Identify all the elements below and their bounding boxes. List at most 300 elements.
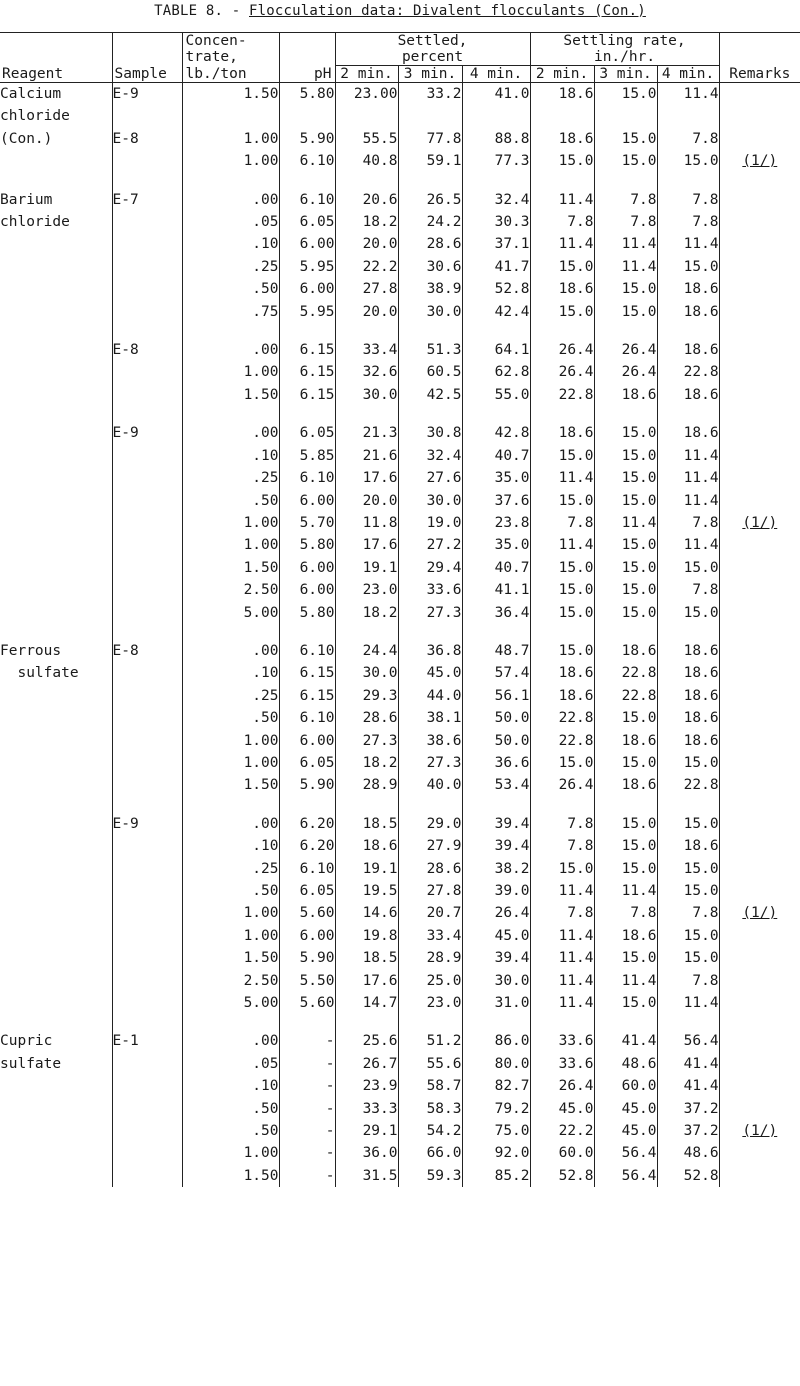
- cell-remarks: [719, 925, 800, 947]
- cell-rate-2min: 15.0: [530, 256, 594, 278]
- cell-rate-3min: 15.0: [594, 813, 657, 835]
- table-row: [0, 707, 800, 729]
- cell-settled-2min: 18.2: [335, 752, 398, 774]
- cell-settled-4min: 88.8: [462, 128, 530, 150]
- cell-rate-4min: 7.8: [657, 189, 719, 211]
- table-row: [0, 925, 800, 947]
- cell-remarks: [719, 813, 800, 835]
- cell-concentrate: .50: [182, 490, 279, 512]
- cell-settled-4min: 77.3: [462, 150, 530, 172]
- cell-reagent: [0, 278, 112, 300]
- cell-settled-3min: 28.6: [398, 233, 462, 255]
- cell-remarks: [719, 445, 800, 467]
- table-row: [0, 835, 800, 857]
- cell-remarks: [719, 970, 800, 992]
- table-body: [0, 83, 800, 1188]
- cell-reagent: [0, 925, 112, 947]
- table-row: [0, 752, 800, 774]
- cell-rate-3min: 22.8: [594, 662, 657, 684]
- cell-rate-2min: 18.6: [530, 83, 594, 106]
- cell-settled-2min: 33.3: [335, 1098, 398, 1120]
- cell-ph: [279, 797, 335, 813]
- cell-remarks: [719, 579, 800, 601]
- cell-settled-4min: 37.1: [462, 233, 530, 255]
- table-spacer-row: [0, 173, 800, 189]
- cell-settled-4min: 36.4: [462, 602, 530, 624]
- cell-remarks: [719, 1165, 800, 1187]
- header-rate-4min: 4 min.: [657, 66, 719, 83]
- cell-rate-2min: 18.6: [530, 662, 594, 684]
- header-rate-2min: 2 min.: [530, 66, 594, 83]
- cell-ph: 6.15: [279, 685, 335, 707]
- cell-ph: 6.10: [279, 467, 335, 489]
- cell-rate-3min: 15.0: [594, 992, 657, 1014]
- cell-concentrate: .50: [182, 707, 279, 729]
- cell-rate-2min: 7.8: [530, 835, 594, 857]
- cell-reagent: [0, 579, 112, 601]
- cell-rate-3min: 48.6: [594, 1053, 657, 1075]
- cell-remarks: [719, 361, 800, 383]
- cell-rate-2min: 11.4: [530, 970, 594, 992]
- cell-rate-3min: 18.6: [594, 730, 657, 752]
- cell-sample: [112, 361, 182, 383]
- cell-concentrate: [182, 323, 279, 339]
- cell-rate-2min: 11.4: [530, 534, 594, 556]
- cell-settled-4min: 42.4: [462, 301, 530, 323]
- cell-rate-4min: 18.6: [657, 730, 719, 752]
- cell-rate-4min: [657, 406, 719, 422]
- table-row: [0, 422, 800, 444]
- cell-settled-4min: 40.7: [462, 445, 530, 467]
- cell-concentrate: .10: [182, 1075, 279, 1097]
- cell-remarks: [719, 1014, 800, 1030]
- cell-ph: -: [279, 1142, 335, 1164]
- cell-remarks: [719, 256, 800, 278]
- header-ph: pH: [279, 66, 335, 83]
- cell-concentrate: 1.00: [182, 902, 279, 924]
- table-row: [0, 445, 800, 467]
- cell-remarks: [719, 105, 800, 127]
- cell-settled-2min: 20.0: [335, 490, 398, 512]
- cell-settled-3min: 38.1: [398, 707, 462, 729]
- table-row: [0, 467, 800, 489]
- cell-concentrate: [182, 797, 279, 813]
- cell-sample: [112, 1053, 182, 1075]
- cell-remarks: [719, 467, 800, 489]
- cell-settled-2min: 14.7: [335, 992, 398, 1014]
- cell-reagent: [0, 707, 112, 729]
- cell-settled-2min: 23.9: [335, 1075, 398, 1097]
- cell-remarks: [719, 1075, 800, 1097]
- cell-concentrate: 1.00: [182, 1142, 279, 1164]
- table-row: [0, 1053, 800, 1075]
- cell-rate-3min: 15.0: [594, 534, 657, 556]
- cell-concentrate: .00: [182, 422, 279, 444]
- cell-reagent: (Con.): [0, 130, 53, 147]
- cell-rate-2min: 33.6: [530, 1053, 594, 1075]
- cell-settled-4min: 55.0: [462, 384, 530, 406]
- cell-concentrate: 1.00: [182, 128, 279, 150]
- cell-rate-4min: 18.6: [657, 278, 719, 300]
- cell-settled-4min: 52.8: [462, 278, 530, 300]
- cell-remarks: [719, 992, 800, 1014]
- cell-sample: [112, 858, 182, 880]
- cell-reagent: [0, 422, 112, 444]
- cell-ph: 6.00: [279, 925, 335, 947]
- cell-concentrate: .50: [182, 880, 279, 902]
- cell-remarks: [719, 323, 800, 339]
- cell-reagent: [0, 813, 112, 835]
- cell-sample: [112, 730, 182, 752]
- cell-rate-3min: 45.0: [594, 1098, 657, 1120]
- cell-settled-2min: [335, 797, 398, 813]
- cell-rate-3min: 15.0: [594, 707, 657, 729]
- cell-concentrate: 1.00: [182, 361, 279, 383]
- cell-rate-2min: [530, 1014, 594, 1030]
- cell-settled-2min: 19.1: [335, 858, 398, 880]
- cell-ph: 5.80: [279, 534, 335, 556]
- header-settled-2min: 2 min.: [335, 66, 398, 83]
- cell-settled-3min: 29.4: [398, 557, 462, 579]
- cell-rate-3min: 15.0: [594, 301, 657, 323]
- cell-settled-2min: [335, 173, 398, 189]
- cell-sample: [112, 1142, 182, 1164]
- cell-concentrate: .00: [182, 813, 279, 835]
- table-row: [0, 880, 800, 902]
- cell-rate-2min: [530, 105, 594, 127]
- cell-settled-4min: [462, 1014, 530, 1030]
- cell-rate-4min: 56.4: [657, 1030, 719, 1052]
- cell-settled-2min: 17.6: [335, 534, 398, 556]
- cell-settled-4min: 50.0: [462, 730, 530, 752]
- cell-sample: E-9: [112, 422, 182, 444]
- cell-settled-4min: 41.0: [462, 83, 530, 106]
- cell-settled-4min: [462, 797, 530, 813]
- cell-rate-2min: 15.0: [530, 640, 594, 662]
- cell-settled-3min: 32.4: [398, 445, 462, 467]
- cell-rate-4min: [657, 105, 719, 127]
- cell-sample: [112, 1014, 182, 1030]
- cell-ph: 6.20: [279, 835, 335, 857]
- cell-settled-3min: 58.3: [398, 1098, 462, 1120]
- cell-sample: E-8: [112, 640, 182, 662]
- cell-remarks: [719, 301, 800, 323]
- cell-rate-4min: 37.2: [657, 1120, 719, 1142]
- cell-settled-4min: 82.7: [462, 1075, 530, 1097]
- cell-ph: 5.70: [279, 512, 335, 534]
- cell-reagent: [0, 301, 112, 323]
- cell-remarks: [719, 83, 800, 106]
- cell-settled-2min: 11.8: [335, 512, 398, 534]
- cell-remarks: [719, 640, 800, 662]
- cell-rate-2min: 11.4: [530, 925, 594, 947]
- cell-settled-4min: 36.6: [462, 752, 530, 774]
- cell-sample: [112, 323, 182, 339]
- cell-rate-4min: 18.6: [657, 339, 719, 361]
- cell-sample: [112, 685, 182, 707]
- cell-sample: [112, 970, 182, 992]
- table-row: [0, 512, 800, 534]
- cell-rate-4min: 15.0: [657, 150, 719, 172]
- cell-rate-2min: 22.2: [530, 1120, 594, 1142]
- cell-rate-4min: 11.4: [657, 233, 719, 255]
- table-row: [0, 361, 800, 383]
- footnote-reference: (1/): [742, 514, 778, 531]
- cell-settled-4min: 30.3: [462, 211, 530, 233]
- cell-rate-3min: [594, 323, 657, 339]
- cell-rate-4min: 41.4: [657, 1075, 719, 1097]
- cell-remarks: [719, 902, 800, 924]
- cell-sample: [112, 256, 182, 278]
- table-row: [0, 730, 800, 752]
- header-concentrate-line2: trate,: [182, 49, 279, 66]
- cell-remarks: [719, 384, 800, 406]
- cell-settled-3min: 28.9: [398, 947, 462, 969]
- cell-ph: [279, 105, 335, 127]
- cell-concentrate: 1.50: [182, 947, 279, 969]
- cell-settled-4min: 92.0: [462, 1142, 530, 1164]
- cell-rate-2min: [530, 624, 594, 640]
- cell-rate-4min: [657, 323, 719, 339]
- cell-rate-3min: 11.4: [594, 233, 657, 255]
- cell-concentrate: 1.50: [182, 557, 279, 579]
- cell-concentrate: [182, 1014, 279, 1030]
- cell-settled-3min: 51.2: [398, 1030, 462, 1052]
- cell-remarks: [719, 685, 800, 707]
- cell-settled-3min: [398, 105, 462, 127]
- cell-concentrate: .05: [182, 1053, 279, 1075]
- cell-settled-4min: 35.0: [462, 467, 530, 489]
- table-row: [0, 1120, 800, 1142]
- cell-settled-3min: 54.2: [398, 1120, 462, 1142]
- cell-remarks: [719, 233, 800, 255]
- cell-remarks: [719, 730, 800, 752]
- cell-settled-4min: 42.8: [462, 422, 530, 444]
- cell-sample: [112, 557, 182, 579]
- cell-rate-2min: 26.4: [530, 1075, 594, 1097]
- cell-settled-4min: 30.0: [462, 970, 530, 992]
- cell-reagent: chloride: [0, 108, 70, 125]
- cell-settled-2min: [335, 624, 398, 640]
- cell-ph: [279, 406, 335, 422]
- cell-reagent: Cupric: [0, 1033, 53, 1050]
- cell-settled-2min: 33.4: [335, 339, 398, 361]
- cell-settled-4min: [462, 105, 530, 127]
- cell-concentrate: 1.50: [182, 384, 279, 406]
- cell-rate-2min: 11.4: [530, 992, 594, 1014]
- cell-rate-2min: 26.4: [530, 361, 594, 383]
- cell-rate-4min: 7.8: [657, 512, 719, 534]
- cell-ph: 6.00: [279, 490, 335, 512]
- cell-rate-3min: 15.0: [594, 947, 657, 969]
- cell-rate-3min: 15.0: [594, 445, 657, 467]
- cell-reagent: chloride: [0, 214, 70, 231]
- cell-concentrate: 5.00: [182, 602, 279, 624]
- cell-settled-3min: 23.0: [398, 992, 462, 1014]
- cell-rate-2min: 33.6: [530, 1030, 594, 1052]
- cell-reagent: [0, 339, 112, 361]
- cell-concentrate: 1.00: [182, 925, 279, 947]
- cell-concentrate: 2.50: [182, 970, 279, 992]
- cell-settled-3min: 29.0: [398, 813, 462, 835]
- cell-reagent: [0, 880, 112, 902]
- cell-settled-2min: 55.5: [335, 128, 398, 150]
- table-row: [0, 947, 800, 969]
- cell-concentrate: .75: [182, 301, 279, 323]
- cell-sample: [112, 1120, 182, 1142]
- cell-ph: [279, 323, 335, 339]
- cell-reagent: [0, 752, 112, 774]
- cell-concentrate: 1.50: [182, 83, 279, 106]
- table-row: [0, 813, 800, 835]
- cell-ph: [279, 1014, 335, 1030]
- cell-reagent: [0, 1075, 112, 1097]
- cell-settled-3min: [398, 406, 462, 422]
- cell-rate-4min: 18.6: [657, 384, 719, 406]
- cell-rate-3min: 18.6: [594, 925, 657, 947]
- cell-rate-2min: 11.4: [530, 947, 594, 969]
- cell-rate-3min: 56.4: [594, 1142, 657, 1164]
- header-settled-3min: 3 min.: [398, 66, 462, 83]
- cell-settled-2min: [335, 406, 398, 422]
- cell-rate-3min: 7.8: [594, 902, 657, 924]
- cell-rate-2min: 15.0: [530, 602, 594, 624]
- cell-ph: 5.80: [279, 602, 335, 624]
- cell-rate-4min: 48.6: [657, 1142, 719, 1164]
- cell-settled-3min: 51.3: [398, 339, 462, 361]
- cell-settled-2min: 30.0: [335, 384, 398, 406]
- cell-remarks: [719, 173, 800, 189]
- cell-reagent: [0, 361, 112, 383]
- cell-rate-4min: 18.6: [657, 301, 719, 323]
- cell-settled-2min: 20.0: [335, 233, 398, 255]
- cell-remarks: [719, 189, 800, 211]
- cell-rate-4min: 52.8: [657, 1165, 719, 1187]
- cell-reagent: [0, 902, 112, 924]
- cell-settled-4min: 39.4: [462, 835, 530, 857]
- cell-rate-4min: 11.4: [657, 534, 719, 556]
- cell-rate-3min: 15.0: [594, 278, 657, 300]
- cell-sample: [112, 105, 182, 127]
- cell-settled-3min: 42.5: [398, 384, 462, 406]
- header-concentrate-line3: lb./ton: [182, 66, 279, 83]
- cell-settled-2min: 18.6: [335, 835, 398, 857]
- table-row: [0, 970, 800, 992]
- cell-settled-4min: 41.7: [462, 256, 530, 278]
- header-sample: Sample: [112, 66, 182, 83]
- cell-concentrate: .25: [182, 256, 279, 278]
- cell-settled-3min: [398, 624, 462, 640]
- cell-reagent: [0, 624, 112, 640]
- cell-remarks: [719, 752, 800, 774]
- cell-rate-3min: 15.0: [594, 467, 657, 489]
- cell-ph: 6.05: [279, 422, 335, 444]
- cell-settled-2min: 18.5: [335, 813, 398, 835]
- cell-remarks: [719, 557, 800, 579]
- cell-concentrate: .50: [182, 1098, 279, 1120]
- cell-rate-4min: 18.6: [657, 662, 719, 684]
- cell-rate-3min: 15.0: [594, 858, 657, 880]
- table-row: [0, 189, 800, 211]
- cell-rate-4min: 11.4: [657, 467, 719, 489]
- header-settled-unit: percent: [335, 49, 530, 66]
- cell-ph: 6.10: [279, 189, 335, 211]
- cell-settled-4min: 40.7: [462, 557, 530, 579]
- cell-settled-2min: 18.2: [335, 602, 398, 624]
- cell-settled-4min: [462, 323, 530, 339]
- table-row: [0, 256, 800, 278]
- table-spacer-row: [0, 797, 800, 813]
- cell-settled-3min: [398, 173, 462, 189]
- cell-rate-4min: 22.8: [657, 361, 719, 383]
- cell-settled-4min: 45.0: [462, 925, 530, 947]
- cell-settled-3min: 60.5: [398, 361, 462, 383]
- cell-sample: E-8: [112, 128, 182, 150]
- cell-rate-4min: 15.0: [657, 256, 719, 278]
- cell-concentrate: 1.50: [182, 774, 279, 796]
- cell-settled-3min: 27.6: [398, 467, 462, 489]
- cell-reagent: [0, 1098, 112, 1120]
- cell-rate-3min: 45.0: [594, 1120, 657, 1142]
- cell-rate-3min: 15.0: [594, 128, 657, 150]
- cell-settled-4min: 57.4: [462, 662, 530, 684]
- cell-reagent: [0, 835, 112, 857]
- cell-rate-2min: 15.0: [530, 752, 594, 774]
- cell-ph: 6.00: [279, 233, 335, 255]
- cell-settled-2min: 20.6: [335, 189, 398, 211]
- table-spacer-row: [0, 624, 800, 640]
- cell-rate-2min: 60.0: [530, 1142, 594, 1164]
- cell-ph: 5.60: [279, 992, 335, 1014]
- table-row: [0, 602, 800, 624]
- table-row: [0, 662, 800, 684]
- header-reagent: Reagent: [0, 66, 112, 83]
- cell-rate-4min: 7.8: [657, 579, 719, 601]
- table-row: [0, 992, 800, 1014]
- cell-settled-4min: [462, 173, 530, 189]
- cell-rate-3min: 15.0: [594, 602, 657, 624]
- cell-settled-3min: [398, 323, 462, 339]
- cell-sample: [112, 797, 182, 813]
- cell-ph: -: [279, 1165, 335, 1187]
- cell-sample: [112, 707, 182, 729]
- cell-rate-2min: 11.4: [530, 467, 594, 489]
- cell-settled-2min: 27.8: [335, 278, 398, 300]
- cell-remarks: [719, 880, 800, 902]
- cell-settled-3min: 19.0: [398, 512, 462, 534]
- cell-sample: [112, 384, 182, 406]
- cell-ph: 5.90: [279, 774, 335, 796]
- cell-remarks: [719, 1120, 800, 1142]
- cell-ph: -: [279, 1098, 335, 1120]
- cell-settled-4min: [462, 406, 530, 422]
- cell-settled-2min: 23.00: [335, 83, 398, 106]
- cell-ph: [279, 624, 335, 640]
- cell-rate-3min: 7.8: [594, 189, 657, 211]
- cell-reagent: Ferrous: [0, 642, 62, 659]
- cell-settled-4min: 75.0: [462, 1120, 530, 1142]
- cell-rate-3min: 15.0: [594, 490, 657, 512]
- cell-reagent: [0, 467, 112, 489]
- cell-sample: [112, 752, 182, 774]
- cell-settled-3min: [398, 1014, 462, 1030]
- cell-rate-3min: 11.4: [594, 880, 657, 902]
- table-row: [0, 1165, 800, 1187]
- cell-rate-2min: 18.6: [530, 685, 594, 707]
- cell-settled-3min: 58.7: [398, 1075, 462, 1097]
- cell-settled-2min: 32.6: [335, 361, 398, 383]
- cell-remarks: [719, 150, 800, 172]
